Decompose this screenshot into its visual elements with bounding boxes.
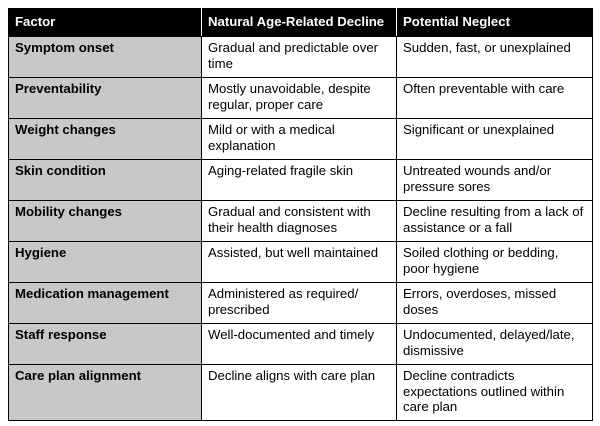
table-row	[9, 37, 593, 78]
factor-cell: Mobility changes	[9, 201, 202, 242]
header-natural-decline: Natural Age-Related Decline	[202, 9, 397, 37]
factor-cell: Staff response	[9, 324, 202, 365]
table-row	[9, 160, 593, 201]
table-row	[9, 119, 593, 160]
factor-cell: Care plan alignment	[9, 365, 202, 421]
natural-cell: Well-documented and timely	[202, 324, 397, 365]
factor-cell: Skin condition	[9, 160, 202, 201]
natural-cell: Gradual and consistent with their health diagnoses	[202, 201, 397, 242]
natural-cell: Mostly unavoidable, despite regular, proper care	[202, 78, 397, 119]
comparison-table	[8, 8, 593, 421]
neglect-cell: Errors, overdoses, missed doses	[397, 283, 593, 324]
factor-cell: Symptom onset	[9, 37, 202, 78]
neglect-cell: Decline contradicts expectations outlined within care plan	[397, 365, 593, 421]
factor-cell: Medication management	[9, 283, 202, 324]
neglect-cell: Soiled clothing or bedding, poor hygiene	[397, 242, 593, 283]
natural-cell: Aging-related fragile skin	[202, 160, 397, 201]
natural-cell: Assisted, but well maintained	[202, 242, 397, 283]
natural-cell: Administered as required/ prescribed	[202, 283, 397, 324]
header-factor: Factor	[9, 9, 202, 37]
neglect-cell: Often preventable with care	[397, 78, 593, 119]
neglect-cell: Significant or unexplained	[397, 119, 593, 160]
header-potential-neglect: Potential Neglect	[397, 9, 593, 37]
table-row	[9, 78, 593, 119]
table-row	[9, 365, 593, 421]
neglect-cell: Sudden, fast, or unexplained	[397, 37, 593, 78]
table-header	[9, 9, 593, 37]
factor-cell: Hygiene	[9, 242, 202, 283]
table-body	[9, 37, 593, 421]
table-row	[9, 283, 593, 324]
neglect-cell: Untreated wounds and/or pressure sores	[397, 160, 593, 201]
table-row	[9, 324, 593, 365]
factor-cell: Preventability	[9, 78, 202, 119]
neglect-cell: Decline resulting from a lack of assistance or a fall	[397, 201, 593, 242]
natural-cell: Decline aligns with care plan	[202, 365, 397, 421]
table-row	[9, 242, 593, 283]
comparison-table-container	[8, 8, 593, 421]
factor-cell: Weight changes	[9, 119, 202, 160]
table-row	[9, 201, 593, 242]
neglect-cell: Undocumented, delayed/late, dismissive	[397, 324, 593, 365]
header-row	[9, 9, 593, 37]
natural-cell: Gradual and predictable over time	[202, 37, 397, 78]
natural-cell: Mild or with a medical explanation	[202, 119, 397, 160]
